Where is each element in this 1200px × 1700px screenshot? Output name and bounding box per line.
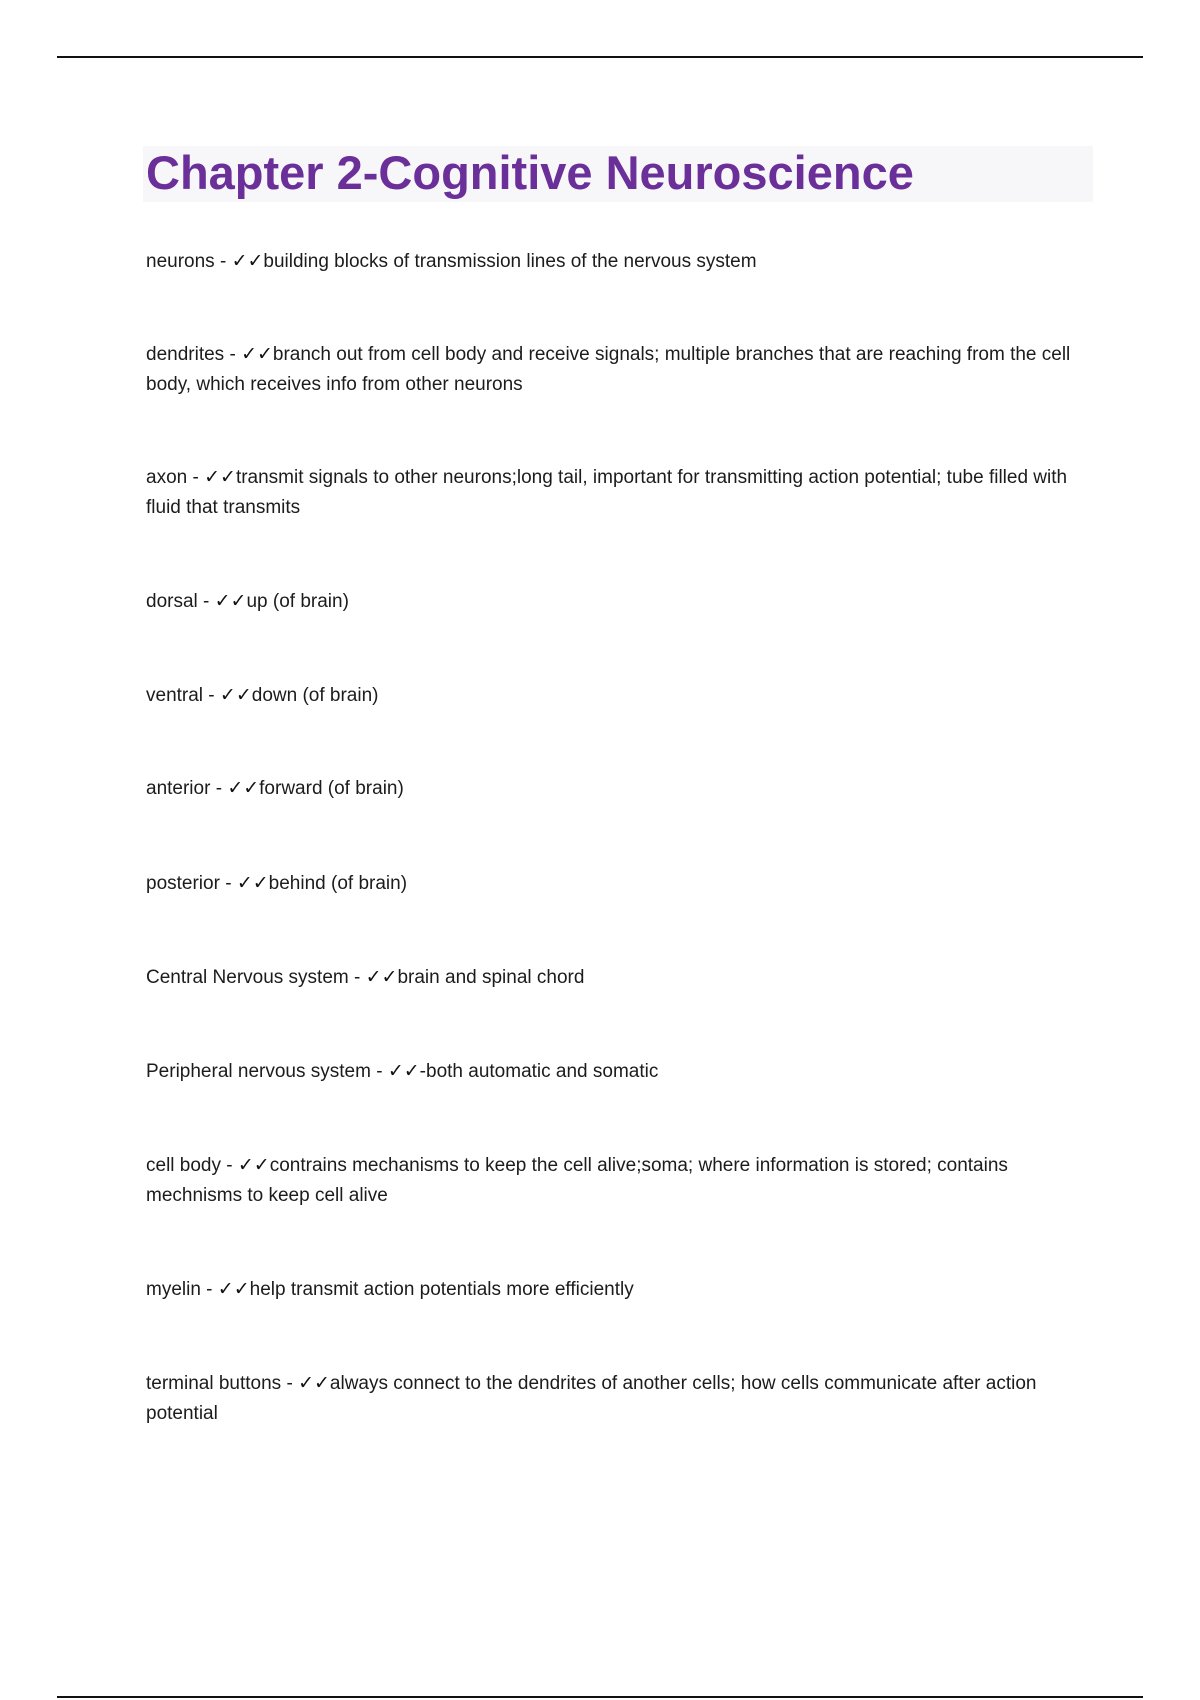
entry-separator: - [224, 344, 242, 365]
entry-term: axon [146, 467, 188, 488]
entry-definition: up (of brain) [246, 591, 349, 612]
entry-cell-body [146, 1150, 1096, 1211]
double-check-icon: ✓✓ [227, 777, 260, 799]
entry-separator: - [200, 1279, 218, 1300]
double-check-icon: ✓✓ [236, 872, 269, 894]
entry-dorsal [146, 586, 1096, 617]
double-check-icon: ✓✓ [298, 1372, 330, 1394]
entry-term: terminal buttons [146, 1373, 282, 1394]
entry-separator: - [203, 685, 220, 706]
entry-definition: always connect to the dendrites of another cells; how cells communicate after action potential [146, 1373, 1037, 1424]
top-divider [57, 56, 1143, 58]
entry-term: ventral [146, 685, 204, 706]
entry-definition: building blocks of transmission lines of the nervous system [263, 251, 757, 272]
entry-separator: - [197, 591, 215, 612]
entry-separator: - [210, 778, 228, 799]
page-title: Chapter 2-Cognitive Neuroscience [146, 146, 914, 199]
double-check-icon: ✓✓ [387, 1060, 420, 1082]
entry-definition: branch out from cell body and receive signals; multiple branches that are reaching from the cell body, which receives info from other neurons [146, 344, 1071, 395]
double-check-icon: ✓✓ [231, 250, 264, 272]
entry-axon [146, 462, 1096, 523]
entry-definition: -both automatic and somatic [419, 1061, 659, 1082]
double-check-icon: ✓✓ [217, 1278, 250, 1300]
double-check-icon: ✓✓ [241, 343, 273, 365]
entry-term: dendrites [146, 344, 225, 365]
double-check-icon: ✓✓ [214, 590, 247, 612]
entry-definition: down (of brain) [251, 685, 379, 706]
entry-definition: forward (of brain) [259, 778, 404, 799]
entry-separator: - [370, 1061, 388, 1082]
entry-definition: contrains mechanisms to keep the cell alive;soma; where information is stored; contains mechnisms to keep cell alive [146, 1155, 1008, 1206]
entry-term: cell body [146, 1155, 221, 1176]
double-check-icon: ✓✓ [204, 466, 236, 488]
entry-central-nervous-system [146, 962, 1096, 993]
double-check-icon: ✓✓ [365, 966, 398, 988]
entry-dendrites [146, 339, 1096, 400]
entry-anterior [146, 773, 1096, 804]
entry-ventral [146, 680, 1096, 711]
entry-definition: brain and spinal chord [397, 967, 585, 988]
entry-term: posterior [146, 873, 220, 894]
entry-term: neurons [146, 251, 215, 272]
entry-definition: transmit signals to other neurons;long tail, important for transmitting action potential; tube filled with fluid that transmits [146, 467, 1068, 518]
entry-peripheral-nervous-system [146, 1056, 1096, 1087]
entry-separator: - [187, 467, 205, 488]
entry-terminal-buttons [146, 1368, 1096, 1429]
entry-separator: - [219, 873, 237, 894]
entry-term: anterior [146, 778, 211, 799]
entry-term: Peripheral nervous system [146, 1061, 371, 1082]
entry-separator: - [221, 1155, 238, 1176]
double-check-icon: ✓✓ [237, 1154, 270, 1176]
entry-term: Central Nervous system [146, 967, 349, 988]
entry-separator: - [281, 1373, 299, 1394]
entry-myelin [146, 1274, 1096, 1305]
entry-posterior [146, 868, 1096, 899]
entry-definition: help transmit action potentials more efficiently [249, 1279, 634, 1300]
entry-term: myelin [146, 1279, 201, 1300]
entry-neurons [146, 246, 1096, 277]
bottom-divider [57, 1696, 1143, 1698]
entry-term: dorsal [146, 591, 198, 612]
entry-separator: - [348, 967, 366, 988]
double-check-icon: ✓✓ [219, 684, 252, 706]
entry-definition: behind (of brain) [268, 873, 408, 894]
entry-separator: - [214, 251, 232, 272]
